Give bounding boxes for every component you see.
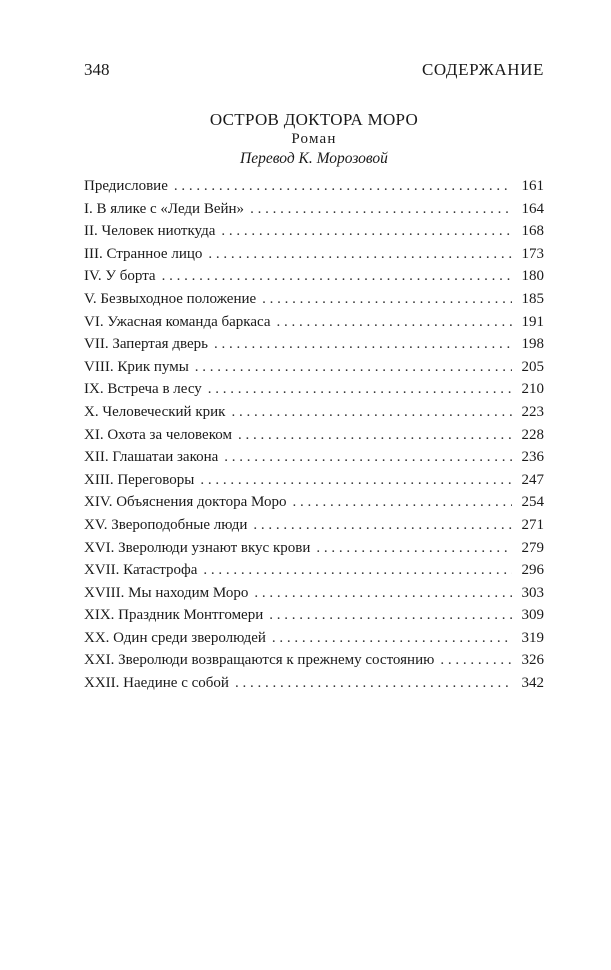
toc-entry-title: II. Человек ниоткуда xyxy=(84,223,216,240)
toc-entry-page-number: 236 xyxy=(521,449,544,466)
toc-entry xyxy=(84,288,544,311)
dot-leader xyxy=(162,265,512,288)
dot-leader xyxy=(250,198,512,221)
toc-entry-page-number: 271 xyxy=(521,516,544,533)
dot-leader xyxy=(200,469,512,492)
toc-entry-page-number: 319 xyxy=(521,629,544,646)
dot-leader xyxy=(253,514,512,537)
toc-entry xyxy=(84,582,544,605)
toc-entry-page-number: 303 xyxy=(521,584,544,601)
toc-entry-title: VII. Запертая дверь xyxy=(84,336,208,353)
toc-entry xyxy=(84,220,544,243)
toc-entry-page-number: 164 xyxy=(521,200,544,217)
toc-entry-title: Предисловие xyxy=(84,178,168,194)
work-heading xyxy=(84,109,544,169)
toc-entry-page-number: 198 xyxy=(521,336,544,353)
toc-entry xyxy=(84,672,544,695)
work-title: ОСТРОВ ДОКТОРА МОРО xyxy=(209,110,419,129)
toc-entry-page-number: 223 xyxy=(521,403,544,420)
work-translator: Перевод К. Морозовой xyxy=(240,150,388,167)
toc-entry-page-number: 185 xyxy=(521,290,544,307)
toc-entry-page-number: 309 xyxy=(521,607,544,624)
dot-leader xyxy=(208,378,512,401)
dot-leader xyxy=(272,627,512,650)
toc-entry xyxy=(84,446,544,469)
dot-leader xyxy=(174,175,512,198)
toc-entry-page-number: 161 xyxy=(521,178,544,194)
toc-entry-title: XVI. Зверолюди узнают вкус крови xyxy=(84,539,311,556)
work-genre: Роман xyxy=(291,131,337,147)
toc-entry-title: XXII. Наедине с собой xyxy=(84,675,229,692)
dot-leader xyxy=(316,537,512,560)
toc-entry-page-number: 205 xyxy=(521,358,544,375)
toc-entry-page-number: 254 xyxy=(521,494,544,511)
dot-leader xyxy=(235,672,512,695)
toc-entry xyxy=(84,333,544,356)
toc-entry-title: XVIII. Мы находим Моро xyxy=(84,584,249,601)
toc-entry xyxy=(84,537,544,560)
dot-leader xyxy=(238,424,512,447)
toc-entry-title: III. Странное лицо xyxy=(84,245,203,262)
toc-entry xyxy=(84,175,544,198)
toc-entry-page-number: 247 xyxy=(521,471,544,488)
toc-entry-page-number: 180 xyxy=(521,268,544,285)
toc-entry xyxy=(84,265,544,288)
toc-entry xyxy=(84,356,544,379)
toc-entry xyxy=(84,311,544,334)
toc-entry-title: VI. Ужасная команда баркаса xyxy=(84,313,271,330)
toc-entry-title: XXI. Зверолюди возвращаются к прежнему состоянию xyxy=(84,652,435,669)
toc-entry-title: XIV. Объяснения доктора Моро xyxy=(84,494,287,511)
toc-entry-title: XII. Глашатаи закона xyxy=(84,449,219,466)
toc-entry-title: XX. Один среди зверолюдей xyxy=(84,629,266,646)
toc-entry xyxy=(84,604,544,627)
toc-entry-title: XIX. Праздник Монтгомери xyxy=(84,607,264,624)
section-title: СОДЕРЖАНИЕ xyxy=(421,60,544,79)
toc-entry-title: IV. У борта xyxy=(84,268,156,285)
dot-leader xyxy=(269,604,512,627)
dot-leader xyxy=(231,401,512,424)
dot-leader xyxy=(254,582,512,605)
running-head xyxy=(84,60,544,86)
toc-entry-page-number: 279 xyxy=(521,539,544,556)
toc-entry-page-number: 210 xyxy=(521,381,544,398)
toc-entry-page-number: 191 xyxy=(521,313,544,330)
toc-entry-title: XVII. Катастрофа xyxy=(84,562,198,579)
page-number: 348 xyxy=(84,60,110,79)
dot-leader xyxy=(208,243,512,266)
dot-leader xyxy=(224,446,512,469)
toc-entry-title: V. Безвыходное положение xyxy=(84,290,257,307)
toc-entry-title: I. В ялике с «Леди Вейн» xyxy=(84,200,245,217)
dot-leader xyxy=(221,220,512,243)
toc-entry-title: IX. Встреча в лесу xyxy=(84,381,202,398)
toc-entry-title: XV. Звероподобные люди xyxy=(84,516,248,533)
toc-entry xyxy=(84,401,544,424)
dot-leader xyxy=(203,559,512,582)
dot-leader xyxy=(195,356,512,379)
dot-leader xyxy=(292,491,512,514)
toc-entry-title: XIII. Переговоры xyxy=(84,471,195,488)
table-of-contents xyxy=(84,175,544,695)
dot-leader xyxy=(440,649,512,672)
dot-leader xyxy=(262,288,512,311)
toc-entry-page-number: 326 xyxy=(521,652,544,669)
toc-entry-page-number: 296 xyxy=(521,562,544,579)
toc-entry xyxy=(84,198,544,221)
toc-entry-page-number: 168 xyxy=(521,223,544,240)
toc-entry xyxy=(84,424,544,447)
toc-entry-page-number: 228 xyxy=(521,426,544,443)
toc-entry-page-number: 342 xyxy=(521,675,544,692)
toc-entry xyxy=(84,243,544,266)
toc-entry xyxy=(84,514,544,537)
toc-entry xyxy=(84,649,544,672)
toc-entry xyxy=(84,469,544,492)
toc-entry-title: VIII. Крик пумы xyxy=(84,358,189,375)
toc-entry xyxy=(84,559,544,582)
toc-entry-title: XI. Охота за человеком xyxy=(84,426,232,443)
dot-leader xyxy=(214,333,512,356)
toc-entry xyxy=(84,378,544,401)
dot-leader xyxy=(277,311,512,334)
toc-entry-page-number: 173 xyxy=(521,245,544,262)
toc-entry-title: X. Человеческий крик xyxy=(84,403,226,420)
toc-entry xyxy=(84,491,544,514)
toc-entry xyxy=(84,627,544,650)
